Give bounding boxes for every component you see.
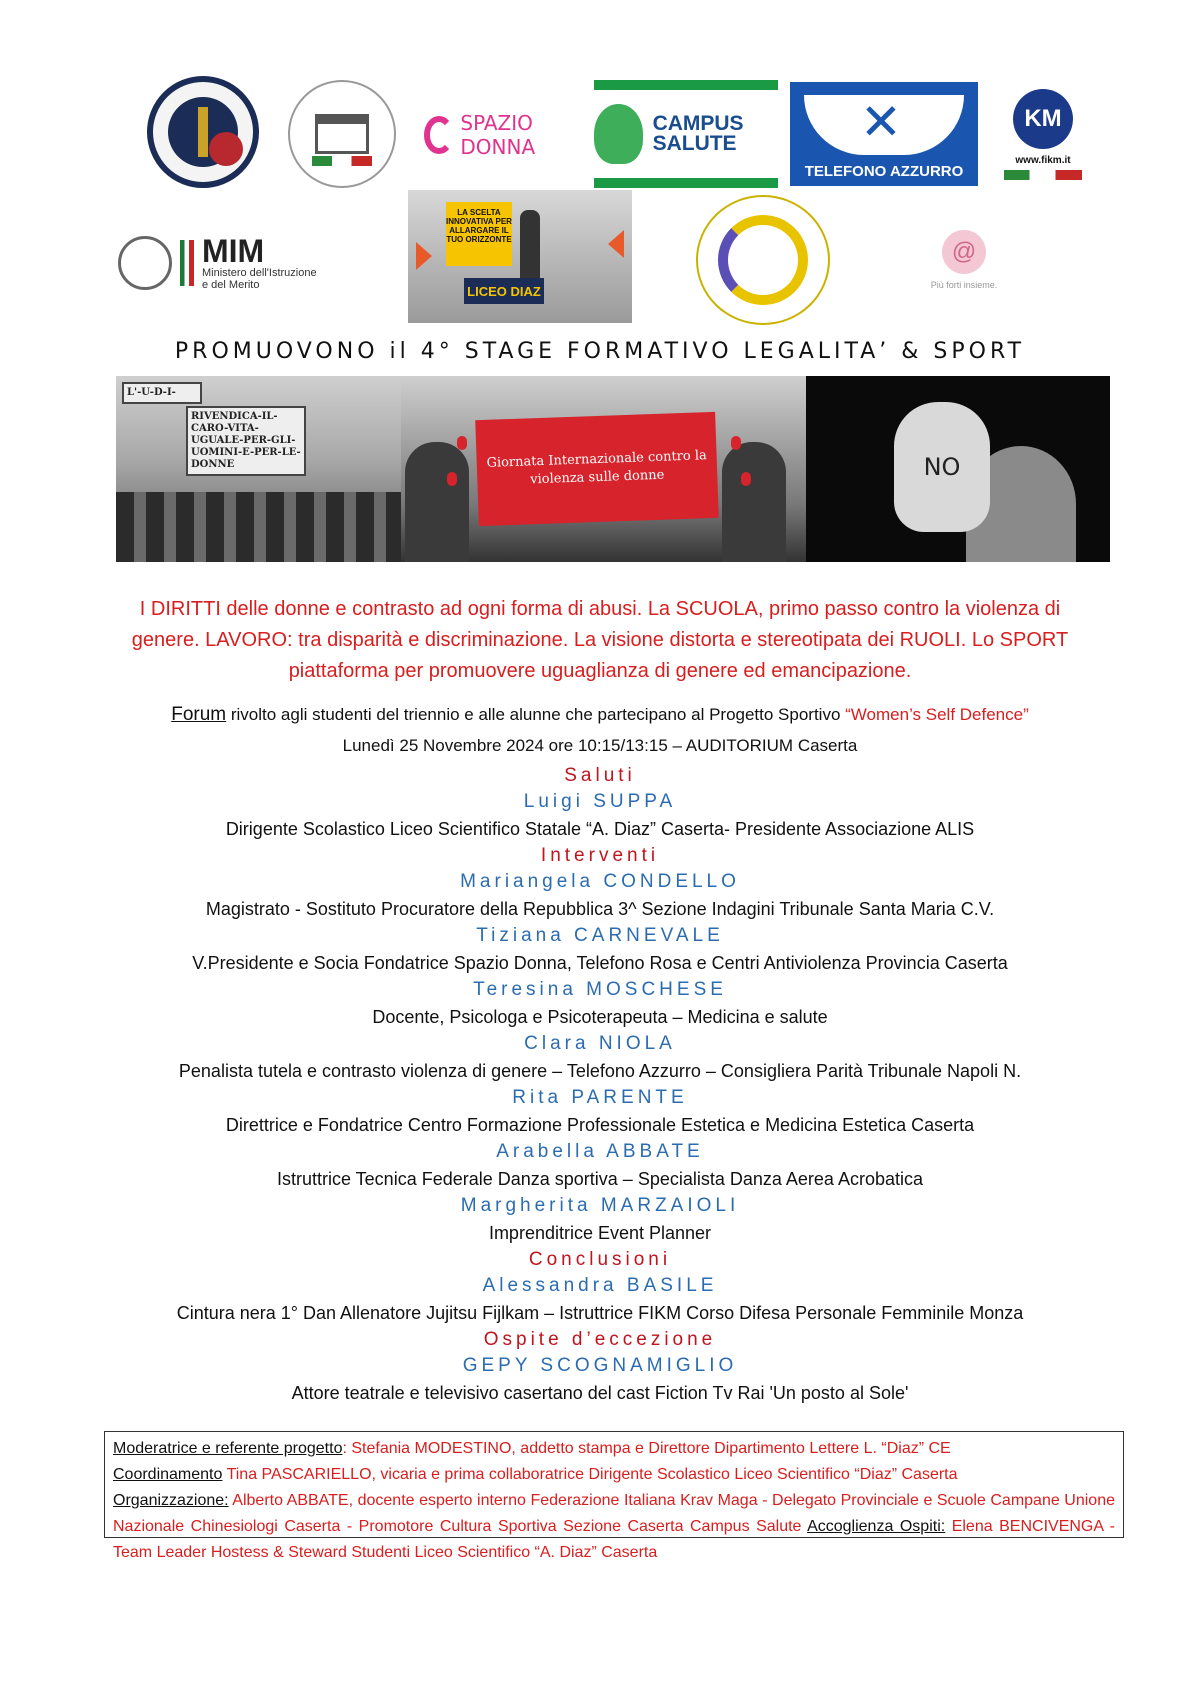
speaker-name: Clara NIOLA — [524, 1033, 676, 1054]
historic-protest-photo — [116, 376, 401, 562]
forum-keyword: Forum — [171, 704, 227, 725]
federazione-krav-maga-logo — [1004, 82, 1082, 186]
mouth-covered-photo — [401, 376, 806, 562]
mim-ministry-logo — [118, 232, 346, 294]
unione-nazionale-chinesiologi-logo — [147, 76, 259, 188]
campus-salute-logo — [594, 80, 778, 188]
nail-shape — [741, 472, 751, 486]
telefono-azzurro-logo — [790, 82, 978, 186]
krav-maga-emblem-icon: KM — [1013, 89, 1073, 149]
campus-salute-text: CAMPUS SALUTE — [652, 112, 744, 155]
red-ring-icon — [209, 132, 243, 166]
hand-shape — [722, 442, 786, 562]
speaker-name: Arabella ABBATE — [496, 1141, 704, 1162]
nail-shape — [731, 436, 741, 450]
hospitality-text: Elena BENCIVENGA - Team Leader Hostess & Steward Studenti Liceo Scientifico “A. Diaz” Caserta — [113, 1518, 1115, 1561]
no-violence-photo — [806, 376, 1110, 562]
liceo-tagline: LA SCELTA INNOVATIVA PER ALLARGARE IL TUO ORIZZONTE — [446, 202, 512, 266]
telefono-rosa-logo — [924, 218, 1004, 302]
moderator-label: Moderatrice e referente progetto — [113, 1440, 343, 1457]
organization-label: Organizzazione: — [113, 1492, 229, 1509]
mim-abbr: MIM — [202, 233, 265, 269]
green-heart-icon — [594, 104, 643, 164]
page-title: PROMUOVONO il 4° STAGE FORMATIVO LEGALITA’ & SPORT — [174, 339, 1026, 364]
speaker-name: GEPY SCOGNAMIGLIO — [462, 1355, 738, 1376]
pink-swirl-icon — [424, 116, 454, 154]
palm-no-text: NO — [894, 402, 990, 532]
protest-sign: L'-U-D-I- — [122, 382, 202, 404]
credits-box — [104, 1431, 1124, 1561]
section-saluti: Saluti — [564, 765, 636, 786]
speaker-role: Docente, Psicologa e Psicoterapeuta – Medicina e salute — [372, 1007, 828, 1027]
speaker-role: Attore teatrale e televisivo casertano del cast Fiction Tv Rai 'Un posto al Sole' — [291, 1383, 909, 1403]
speaker-role: Dirigente Scolastico Liceo Scientifico Statale “A. Diaz” Caserta- Presidente Associazione ALIS — [225, 819, 975, 839]
coordination-text: Tina PASCARIELLO, vicaria e prima collaboratrice Dirigente Scolastico Liceo Scientifico “Diaz” Caserta — [222, 1466, 958, 1483]
speaker-name: Teresina MOSCHESE — [473, 979, 727, 1000]
temple-icon — [315, 114, 369, 154]
speaker-role: Imprenditrice Event Planner — [488, 1223, 712, 1243]
telefono-rosa-caption: Più forti insieme. — [930, 280, 998, 290]
coordination-label: Coordinamento — [113, 1466, 223, 1483]
shell-icon: @ — [942, 230, 986, 274]
hospitality-label: Accoglienza Ospiti: — [807, 1518, 946, 1535]
section-ospite: Ospite d’eccezione — [483, 1329, 717, 1350]
event-name: “Women’s Self Defence” — [845, 705, 1029, 724]
section-conclusioni: Conclusioni — [528, 1249, 672, 1270]
spazio-donna-logo — [424, 110, 569, 160]
republic-emblem-icon — [118, 236, 172, 290]
spazio-donna-text: SPAZIO DONNA — [460, 111, 536, 159]
organization-text: Alberto ABBATE, docente esperto interno Federazione Italiana Krav Maga - Delegato Provinciale e Scuole Campane Unione Nazionale Chinesiologi Caserta - Promotore Cultura Sportiva Sezione Caserta Campus Salute — [113, 1492, 1115, 1535]
mim-line2: e del Merito — [202, 279, 260, 291]
speaker-role: Istruttrice Tecnica Federale Danza sportiva – Specialista Danza Aerea Acrobatica — [276, 1169, 923, 1189]
italian-flag-icon — [1004, 170, 1082, 180]
section-interventi: Interventi — [540, 845, 660, 866]
liceo-name: LICEO DIAZ — [464, 278, 544, 304]
child-figure-icon — [804, 95, 964, 155]
speaker-role: Cintura nera 1° Dan Allenatore Jujitsu Fijlkam – Istruttrice FIKM Corso Difesa Personale Femminile Monza — [176, 1303, 1024, 1323]
speaker-name: Margherita MARZAIOLI — [460, 1195, 740, 1216]
nail-shape — [447, 472, 457, 486]
hand-shape — [405, 442, 469, 562]
speaker-name: Alessandra BASILE — [482, 1275, 718, 1296]
krav-maga-website: www.fikm.it — [1015, 154, 1071, 166]
forum-description: rivolto agli studenti del triennio e alle alunne che partecipano al Progetto Sportivo — [226, 705, 846, 724]
orange-triangle-icon — [608, 230, 624, 258]
nail-shape — [457, 436, 467, 450]
alis-association-logo — [696, 195, 830, 325]
italian-flag-icon — [312, 156, 372, 166]
program-list — [0, 763, 1200, 1407]
speaker-name: Mariangela CONDELLO — [460, 871, 740, 892]
centro-studi-essse-logo — [288, 80, 396, 188]
moderator-text: : Stefania MODESTINO, addetto stampa e Direttore Dipartimento Lettere L. “Diaz” CE — [342, 1440, 951, 1457]
speaker-name: Tiziana CARNEVALE — [476, 925, 724, 946]
speaker-name: Luigi SUPPA — [523, 791, 677, 812]
alis-swirl-icon — [718, 215, 808, 305]
protest-sign: RIVENDICA-IL-CARO-VITA-UGUALE-PER-GLI-UOMINI-E-PER-LE-DONNE — [186, 406, 306, 476]
speaker-role: Direttrice e Fondatrice Centro Formazione Professionale Estetica e Medicina Estetica Caserta — [225, 1115, 975, 1135]
awareness-banner-text: Giornata Internazionale contro la violenza sulle donne — [475, 412, 719, 526]
speaker-role: Magistrato - Sostituto Procuratore della Repubblica 3^ Sezione Indagini Tribunale Santa Maria C.V. — [205, 899, 995, 919]
liceo-diaz-logo — [408, 190, 632, 323]
tricolor-bars-icon — [180, 240, 194, 286]
telefono-azzurro-text: TELEFONO AZZURRO — [804, 163, 964, 180]
headline-text: I DIRITTI delle donne e contrasto ad ogni forma di abusi. La SCUOLA, primo passo contro la violenza di genere. LAVORO: tra disparità e discriminazione. La visione distorta e stereotipata dei RUOLI. Lo SPORT piattaforma per promuovere uguaglianza di genere ed emancipazione. — [131, 598, 1069, 682]
speaker-name: Rita PARENTE — [512, 1087, 688, 1108]
orange-triangle-icon — [416, 242, 432, 270]
mim-line1: Ministero dell'Istruzione — [202, 267, 317, 279]
crowd-shape — [116, 492, 401, 562]
event-date-time: Lunedì 25 Novembre 2024 ore 10:15/13:15 – AUDITORIUM Caserta — [342, 736, 858, 755]
forum-line — [0, 704, 1200, 726]
speaker-role: V.Presidente e Socia Fondatrice Spazio Donna, Telefono Rosa e Centri Antiviolenza Provincia Caserta — [192, 953, 1008, 973]
speaker-role: Penalista tutela e contrasto violenza di genere – Telefono Azzurro – Consigliera Parità Tribunale Napoli N. — [178, 1061, 1022, 1081]
